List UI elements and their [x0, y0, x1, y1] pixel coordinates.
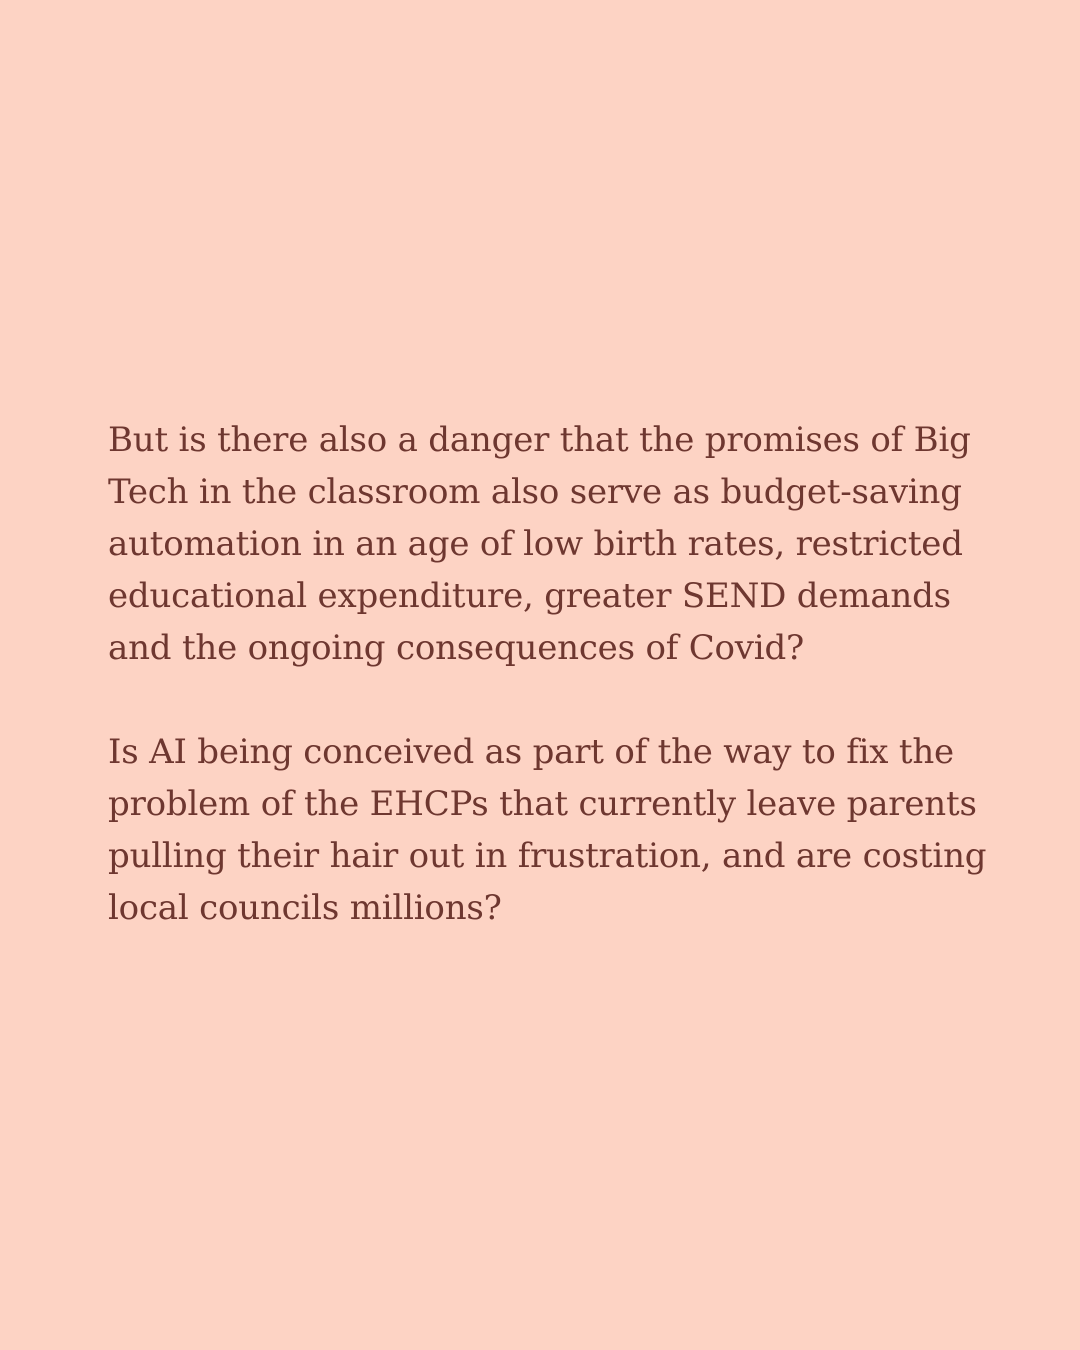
paragraph-1 — [108, 414, 1008, 674]
paragraph-1-line-4: educational expenditure, greater SEND demands — [108, 576, 951, 616]
paragraph-2-line-2: problem of the EHCPs that currently leave parents — [108, 784, 977, 824]
paragraph-1-line-3: automation in an age of low birth rates, restricted — [108, 524, 963, 564]
paragraph-1-line-1: But is there also a danger that the promises of Big — [108, 420, 971, 460]
paragraph-2 — [108, 726, 1008, 934]
paragraph-2-line-3: pulling their hair out in frustration, and are costing — [108, 836, 987, 876]
paragraph-1-line-2: Tech in the classroom also serve as budget-saving — [108, 472, 962, 512]
post-text-block — [108, 414, 1008, 934]
paragraph-1-line-5: and the ongoing consequences of Covid? — [108, 628, 805, 668]
paragraph-spacer — [108, 674, 1008, 726]
paragraph-2-line-4: local councils millions? — [108, 888, 502, 928]
paragraph-2-line-1: Is AI being conceived as part of the way to fix the — [108, 732, 954, 772]
